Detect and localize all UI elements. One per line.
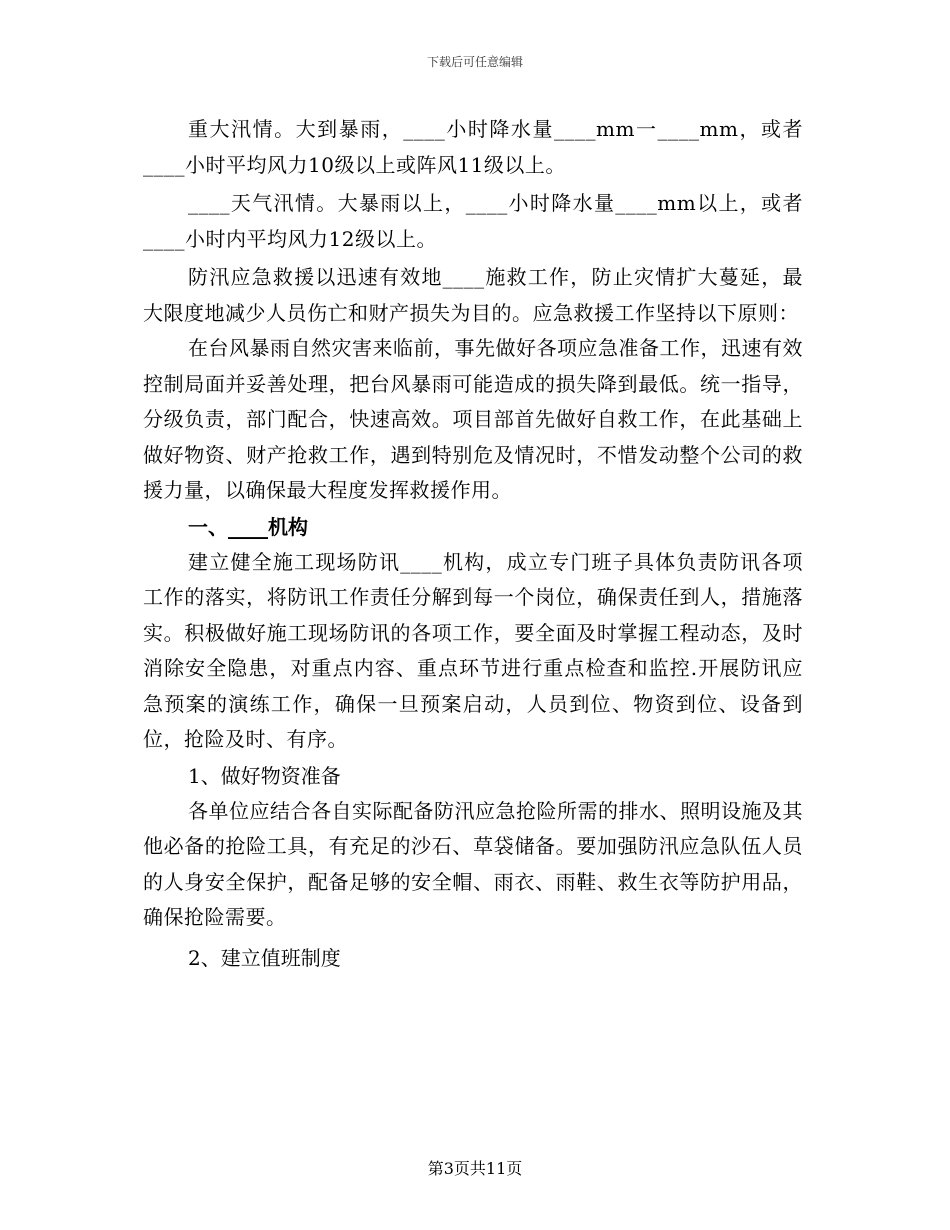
sub-heading-duty-system: 2、建立值班制度 (188, 945, 341, 970)
sub-heading-materials: 1、做好物资准备 (188, 763, 341, 788)
paragraph-principles: 在台风暴雨自然灾害来临前，事先做好各项应急准备工作，迅速有效控制局面并妥善处理，把台风暴雨可能造成的损失降到最低。统一指导，分级负责，部门配合，快速高效。项目部首先做好自救工作，在此基础上做好物资、财产抢救工作，遇到特别危及情况时，不惜发动整个公司的救援力量，以确保最大程度发挥救援作用。 (143, 336, 803, 502)
paragraph-organization: 建立健全施工现场防讯____机构，成立专门班子具体负责防讯各项工作的落实，将防讯工作责任分解到每一个岗位，确保责任到人，措施落实。积极做好施工现场防讯的各项工作，要全面及时掌握工程动态，及时消除安全隐患，对重点内容、重点环节进行重点检查和监控.开展防讯应急预案的演练工作，确保一旦预案启动，人员到位、物资到位、设备到位，抢险及时、有序。 (143, 549, 803, 751)
document-body (143, 112, 803, 976)
paragraph-materials: 各单位应结合各自实际配备防汛应急抢险所需的排水、照明设施及其他必备的抢险工具，有充足的沙石、草袋储备。要加强防汛应急队伍人员的人身安全保护，配备足够的安全帽、雨衣、雨鞋、救生衣等防护用品，确保抢险需要。 (143, 798, 803, 929)
section-heading-organization: 一、____机构 (188, 514, 308, 539)
paragraph-weather-flood: ____天气汛情。大暴雨以上，____小时降水量____mm以上，或者____小时内平均风力12级以上。 (143, 191, 803, 251)
paragraph-rescue-purpose: 防汛应急救援以迅速有效地____施救工作，防止灾情扩大蔓延，最大限度地减少人员伤亡和财产损失为目的。应急救援工作坚持以下原则： (143, 265, 803, 325)
page-header: 下载后可任意编辑 (426, 55, 523, 69)
page-footer: 第3页共11页 (427, 1159, 523, 1178)
paragraph-major-flood: 重大汛情。大到暴雨，____小时降水量____mm一____mm，或者____小时平均风力10级以上或阵风11级以上。 (143, 117, 803, 177)
